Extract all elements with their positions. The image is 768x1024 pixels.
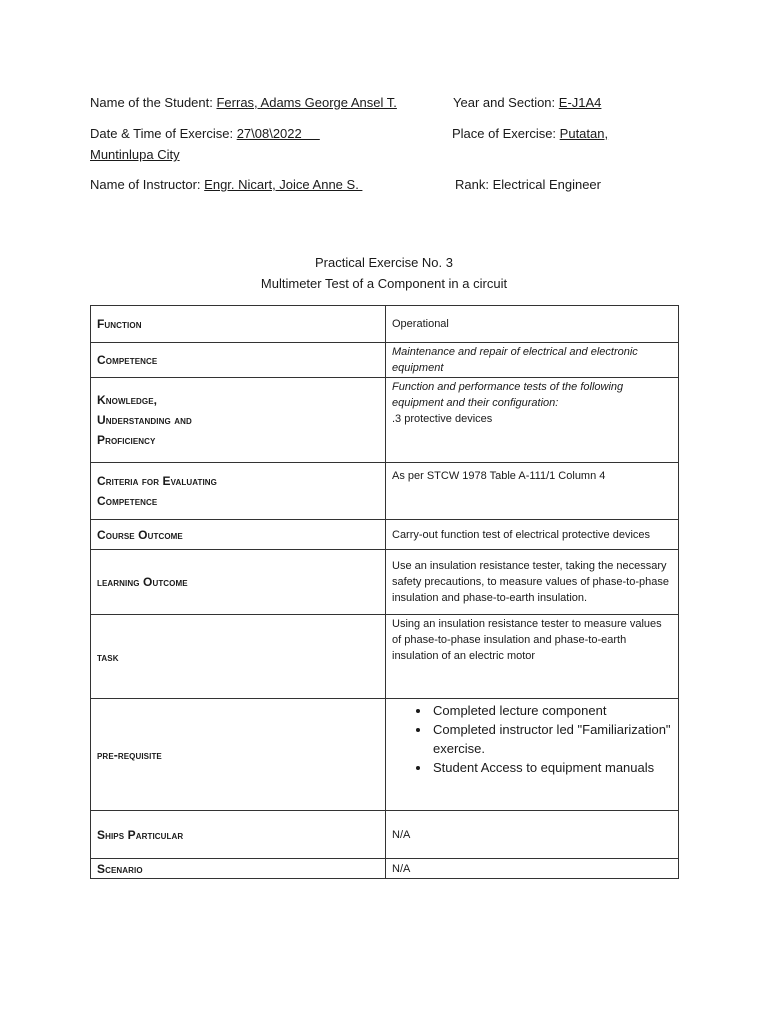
exercise-table	[90, 305, 679, 879]
knowledge-label-line1: Knowledge,	[97, 393, 158, 407]
instructor-label: Name of Instructor:	[90, 177, 201, 192]
learning-outcome-value: Use an insulation resistance tester, taking the necessary safety precautions, to measure values of phase-to-phase insulation and phase-to-earth insulation.	[386, 550, 679, 615]
row-task	[91, 615, 679, 699]
scenario-value: N/A	[386, 859, 679, 879]
criteria-label-line1: Criteria for Evaluating	[97, 474, 218, 488]
prerequisite-list	[386, 701, 672, 777]
ships-particular-label: Ships Particular	[97, 827, 184, 842]
date-time-line	[90, 126, 320, 142]
prerequisite-item: • Completed instructor led "Familiarization" exercise.	[431, 720, 672, 758]
prerequisite-item: • Student Access to equipment manuals	[431, 758, 672, 777]
place-label: Place of Exercise:	[452, 126, 557, 141]
course-outcome-value: Carry-out function test of electrical protective devices	[386, 520, 679, 550]
row-course-outcome	[91, 520, 679, 550]
rank-line	[455, 177, 601, 193]
ships-particular-value: N/A	[386, 811, 679, 859]
criteria-value: As per STCW 1978 Table A-111/1 Column 4	[386, 463, 679, 520]
rank-label: Rank:	[455, 177, 489, 192]
row-competence	[91, 343, 679, 378]
year-section-value: E-J1A4	[558, 95, 602, 110]
course-outcome-label: Course Outcome	[97, 527, 183, 542]
place-value-continued: Muntinlupa City	[90, 147, 180, 162]
function-label: Function	[97, 317, 142, 331]
row-ships-particular	[91, 811, 679, 859]
row-knowledge	[91, 378, 679, 463]
row-prerequisite	[91, 699, 679, 811]
knowledge-value-line2: .3 protective devices	[392, 413, 493, 425]
knowledge-label-line3: Proficiency	[97, 433, 156, 447]
date-time-label: Date & Time of Exercise:	[90, 126, 234, 141]
student-name-value: Ferras, Adams George Ansel T.	[216, 95, 397, 110]
exercise-number: Practical Exercise No. 3	[315, 255, 453, 270]
place-line	[452, 126, 608, 142]
row-criteria	[91, 463, 679, 520]
function-value: Operational	[386, 306, 679, 343]
student-name-line	[90, 95, 397, 111]
task-value: Using an insulation resistance tester to measure values of phase-to-phase insulation and phase-to-earth insulation of an electric motor	[386, 615, 679, 699]
prerequisite-label: pre-requisite	[97, 747, 162, 762]
exercise-title: Multimeter Test of a Component in a circuit	[260, 276, 508, 291]
task-label: task	[97, 649, 119, 664]
instructor-line	[90, 177, 362, 193]
rank-value: Electrical Engineer	[492, 177, 601, 192]
date-time-value: 27\08\2022	[236, 126, 320, 141]
year-section-label: Year and Section:	[453, 95, 556, 110]
row-function	[91, 306, 679, 343]
knowledge-value-line1: Function and performance tests of the following equipment and their configuration:	[392, 381, 624, 409]
row-learning-outcome	[91, 550, 679, 615]
prerequisite-item: • Completed lecture component	[431, 701, 672, 720]
criteria-label-line2: Competence	[97, 494, 158, 508]
learning-outcome-label: learning Outcome	[97, 575, 188, 589]
competence-label: Competence	[97, 353, 158, 367]
scenario-label: Scenario	[97, 861, 143, 876]
row-scenario	[91, 859, 679, 879]
place-value: Putatan,	[559, 126, 609, 141]
student-name-label: Name of the Student:	[90, 95, 213, 110]
competence-value: Maintenance and repair of electrical and electronic equipment	[386, 343, 679, 378]
knowledge-label-line2: Understanding and	[97, 413, 192, 427]
year-section-line	[453, 95, 601, 111]
instructor-value: Engr. Nicart, Joice Anne S.	[204, 177, 363, 192]
